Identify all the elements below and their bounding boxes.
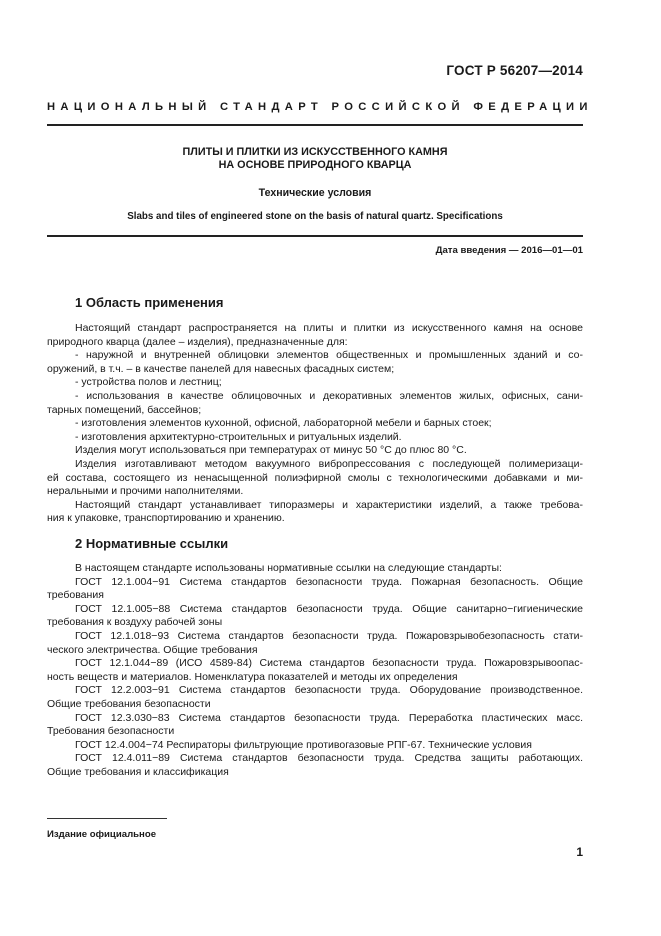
text-line: Изделия могут использоваться при температурах от минус 50 °С до плюс 80 °С. bbox=[75, 444, 467, 457]
text-line: - наружной и внутренней облицовки элементов общественных и промышленных зданий и со- bbox=[75, 349, 583, 362]
reference-line: ГОСТ 12.4.004−74 Респираторы фильтрующие противогазовые РПГ-67. Технические условия bbox=[75, 738, 532, 751]
text-line: природного кварца (далее – изделия), предназначенные для: bbox=[47, 335, 348, 348]
official-edition-label: Издание официальное bbox=[47, 829, 157, 840]
text-line: неральными и прочими наполнителями. bbox=[47, 485, 244, 498]
standard-number: ГОСТ Р 56207—2014 bbox=[446, 63, 583, 78]
reference-line: ГОСТ 12.4.011−89 Система стандартов безопасности труда. Средства защиты работающих. bbox=[75, 752, 583, 765]
reference-line: ГОСТ 12.2.003−91 Система стандартов безопасности труда. Оборудование производственное. bbox=[75, 684, 583, 697]
reference-line: Требования безопасности bbox=[47, 725, 175, 738]
reference-line: ческого электричества. Общие требования bbox=[47, 643, 258, 656]
section-2-heading: 2 Нормативные ссылки bbox=[75, 536, 229, 551]
text-line: Настоящий стандарт распространяется на плиты и плитки из искусственного камня на основе bbox=[75, 322, 583, 334]
text-line: тарных помещений, бассейнов; bbox=[47, 403, 202, 416]
document-title-en: Slabs and tiles of engineered stone on the basis of natural quartz. Specifications bbox=[127, 211, 503, 222]
top-divider bbox=[47, 124, 583, 126]
text-line: В настоящем стандарте использованы нормативные ссылки на следующие стандарты: bbox=[75, 562, 502, 574]
text-line: - использования в качестве облицовочных и декоративных элементов жилых, офисных, сани- bbox=[75, 389, 583, 402]
reference-line: ГОСТ 12.1.004−91 Система стандартов безопасности труда. Пожарная безопасность. Общие bbox=[75, 575, 583, 588]
text-line: - изготовления архитектурно-строительных и ритуальных изделий. bbox=[75, 430, 402, 443]
reference-line: ГОСТ 12.1.018−93 Система стандартов безопасности труда. Пожаровзрывобезопасность стати- bbox=[75, 629, 583, 642]
page-number: 1 bbox=[576, 845, 583, 859]
reference-line: ГОСТ 12.3.030−83 Система стандартов безопасности труда. Переработка пластических масс. bbox=[75, 711, 583, 724]
section-2-body bbox=[47, 562, 583, 780]
introduction-date: Дата введения — 2016—01—01 bbox=[435, 245, 583, 256]
text-line: Настоящий стандарт устанавливает типоразмеры и характеристики изделий, а также требова- bbox=[75, 498, 583, 511]
document-title-ru bbox=[47, 146, 583, 172]
reference-line: требования к воздуху рабочей зоны bbox=[47, 616, 223, 629]
text-line: ей состава, состоящего из ненасыщенной полиэфирной смолы с технологическими добавками и ми- bbox=[47, 471, 583, 484]
text-line: - устройства полов и лестниц; bbox=[75, 376, 222, 389]
title-ru-line-1: ПЛИТЫ И ПЛИТКИ ИЗ ИСКУССТВЕННОГО КАМНЯ bbox=[182, 146, 448, 158]
reference-line: ГОСТ 12.1.044−89 (ИСО 4589-84) Система стандартов безопасности труда. Пожаровзрывоопас- bbox=[75, 657, 583, 670]
text-line: оружений, в т.ч. – в качестве панелей для навесных фасадных систем; bbox=[47, 362, 395, 375]
section-1-body bbox=[47, 322, 583, 526]
title-ru-line-2: НА ОСНОВЕ ПРИРОДНОГО КВАРЦА bbox=[218, 159, 412, 171]
national-standard-title: НАЦИОНАЛЬНЫЙ СТАНДАРТ РОССИЙСКОЙ ФЕДЕРАЦИИ bbox=[47, 101, 593, 113]
footer-divider bbox=[47, 818, 167, 819]
reference-line: ность веществ и материалов. Номенклатура показателей и методы их определения bbox=[47, 670, 458, 683]
reference-line: Общие требования и классификация bbox=[47, 765, 229, 778]
text-line: ния к упаковке, транспортированию и хранению. bbox=[47, 512, 285, 525]
section-1-heading: 1 Область применения bbox=[75, 295, 224, 310]
reference-line: ГОСТ 12.1.005−88 Система стандартов безопасности труда. Общие санитарно−гигиенические bbox=[75, 602, 583, 615]
text-line: - изготовления элементов кухонной, офисной, лабораторной мебели и барных стоек; bbox=[75, 417, 492, 430]
reference-line: требования bbox=[47, 589, 104, 602]
document-subtitle: Технические условия bbox=[258, 187, 372, 199]
title-divider bbox=[47, 235, 583, 237]
reference-line: Общие требования безопасности bbox=[47, 697, 211, 710]
text-line: Изделия изготавливают методом вакуумного вибропрессования с последующей полимеризаци- bbox=[75, 457, 583, 470]
